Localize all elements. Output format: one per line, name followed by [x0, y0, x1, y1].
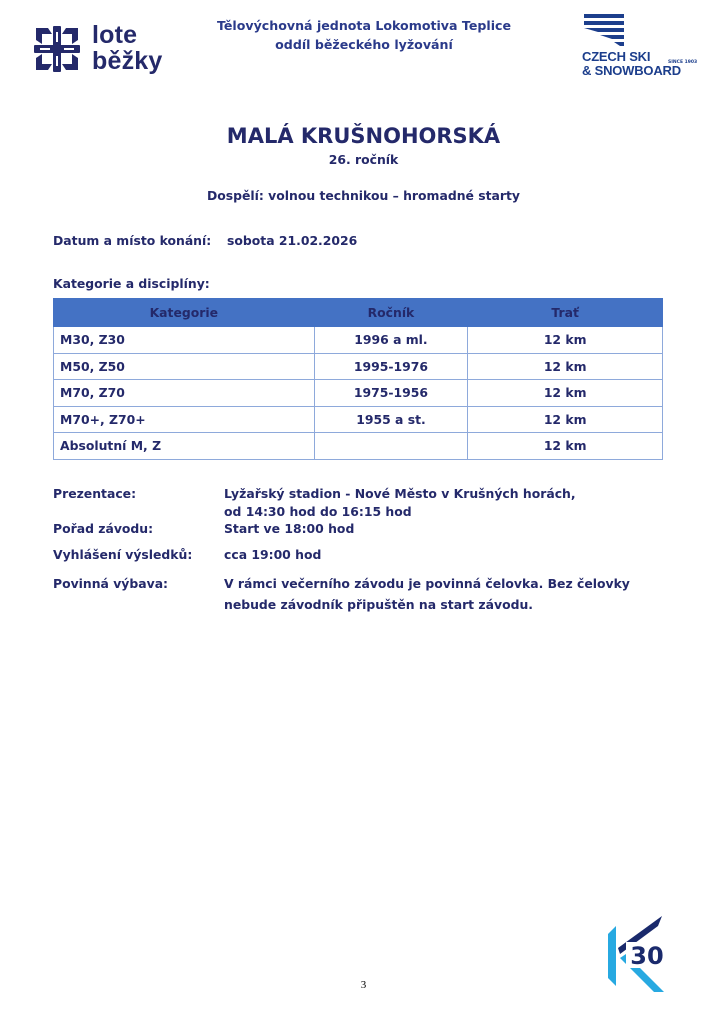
categories-table [53, 298, 663, 460]
table-row [54, 380, 663, 407]
brand-word-lote: lote [92, 21, 138, 49]
cell-year: 1996 a ml. [314, 327, 468, 354]
cell-track: 12 km [468, 380, 663, 407]
cell-track: 12 km [468, 353, 663, 380]
cell-category: M70+, Z70+ [54, 406, 315, 433]
cell-track: 12 km [468, 327, 663, 354]
organization-line-1: Tělovýchovná jednota Lokomotiva Teplice [216, 18, 512, 33]
table-row [54, 406, 663, 433]
page-number: 3 [360, 979, 367, 991]
header-track: Trať [468, 299, 663, 327]
cell-year: 1975-1956 [314, 380, 468, 407]
ski-stripes-icon [584, 14, 626, 46]
organization-name [180, 16, 548, 54]
k30-number: 30 [630, 942, 664, 970]
equipment-value-line-1: V rámci večerního závodu je povinná čelovka. Bez čelovky [224, 576, 630, 591]
federation-line-2: & SNOWBOARD [582, 63, 681, 78]
cell-track: 12 km [468, 433, 663, 460]
cell-track: 12 km [468, 406, 663, 433]
cell-category: M70, Z70 [54, 380, 315, 407]
edition: 26. ročník [328, 152, 399, 167]
cell-category: M30, Z30 [54, 327, 315, 354]
federation-line-1: CZECH SKI [582, 49, 651, 64]
date-value: sobota 21.02.2026 [227, 233, 358, 248]
table-row [54, 433, 663, 460]
date-label: Datum a místo konání: [53, 233, 212, 248]
registration-value-line-1: Lyžařský stadion - Nové Město v Krušných horách, [224, 486, 576, 501]
equipment-value-line-2: nebude závodník připuštěn na start závodu. [224, 597, 533, 612]
results-label: Vyhlášení výsledků: [53, 547, 193, 562]
registration-value-line-2: od 14:30 hod do 16:15 hod [224, 504, 412, 519]
czech-ski-snowboard-logo [578, 14, 708, 82]
header-category: Kategorie [54, 299, 315, 327]
lote-bezky-logo [32, 22, 182, 78]
table-header-row [54, 299, 663, 327]
registration-label: Prezentace: [53, 486, 137, 501]
snowflake-cross-icon [32, 24, 82, 74]
categories-heading: Kategorie a disciplíny: [53, 276, 210, 291]
page-title: MALÁ KRUŠNOHORSKÁ [226, 124, 501, 148]
schedule-label: Pořad závodu: [53, 521, 154, 536]
table-row [54, 327, 663, 354]
equipment-label: Povinná výbava: [53, 576, 169, 591]
cell-year [314, 433, 468, 460]
cell-year: 1995-1976 [314, 353, 468, 380]
brand-word-bezky: běžky [92, 47, 163, 75]
cell-category: M50, Z50 [54, 353, 315, 380]
category-line: Dospělí: volnou technikou – hromadné starty [206, 188, 521, 203]
results-value: cca 19:00 hod [224, 547, 322, 562]
federation-since: SINCE 1903 [668, 60, 698, 65]
organization-line-2: oddíl běžeckého lyžování [275, 37, 453, 52]
table-row [54, 353, 663, 380]
schedule-value: Start ve 18:00 hod [224, 521, 355, 536]
cell-category: Absolutní M, Z [54, 433, 315, 460]
header-year: Ročník [314, 299, 468, 327]
cell-year: 1955 a st. [314, 406, 468, 433]
